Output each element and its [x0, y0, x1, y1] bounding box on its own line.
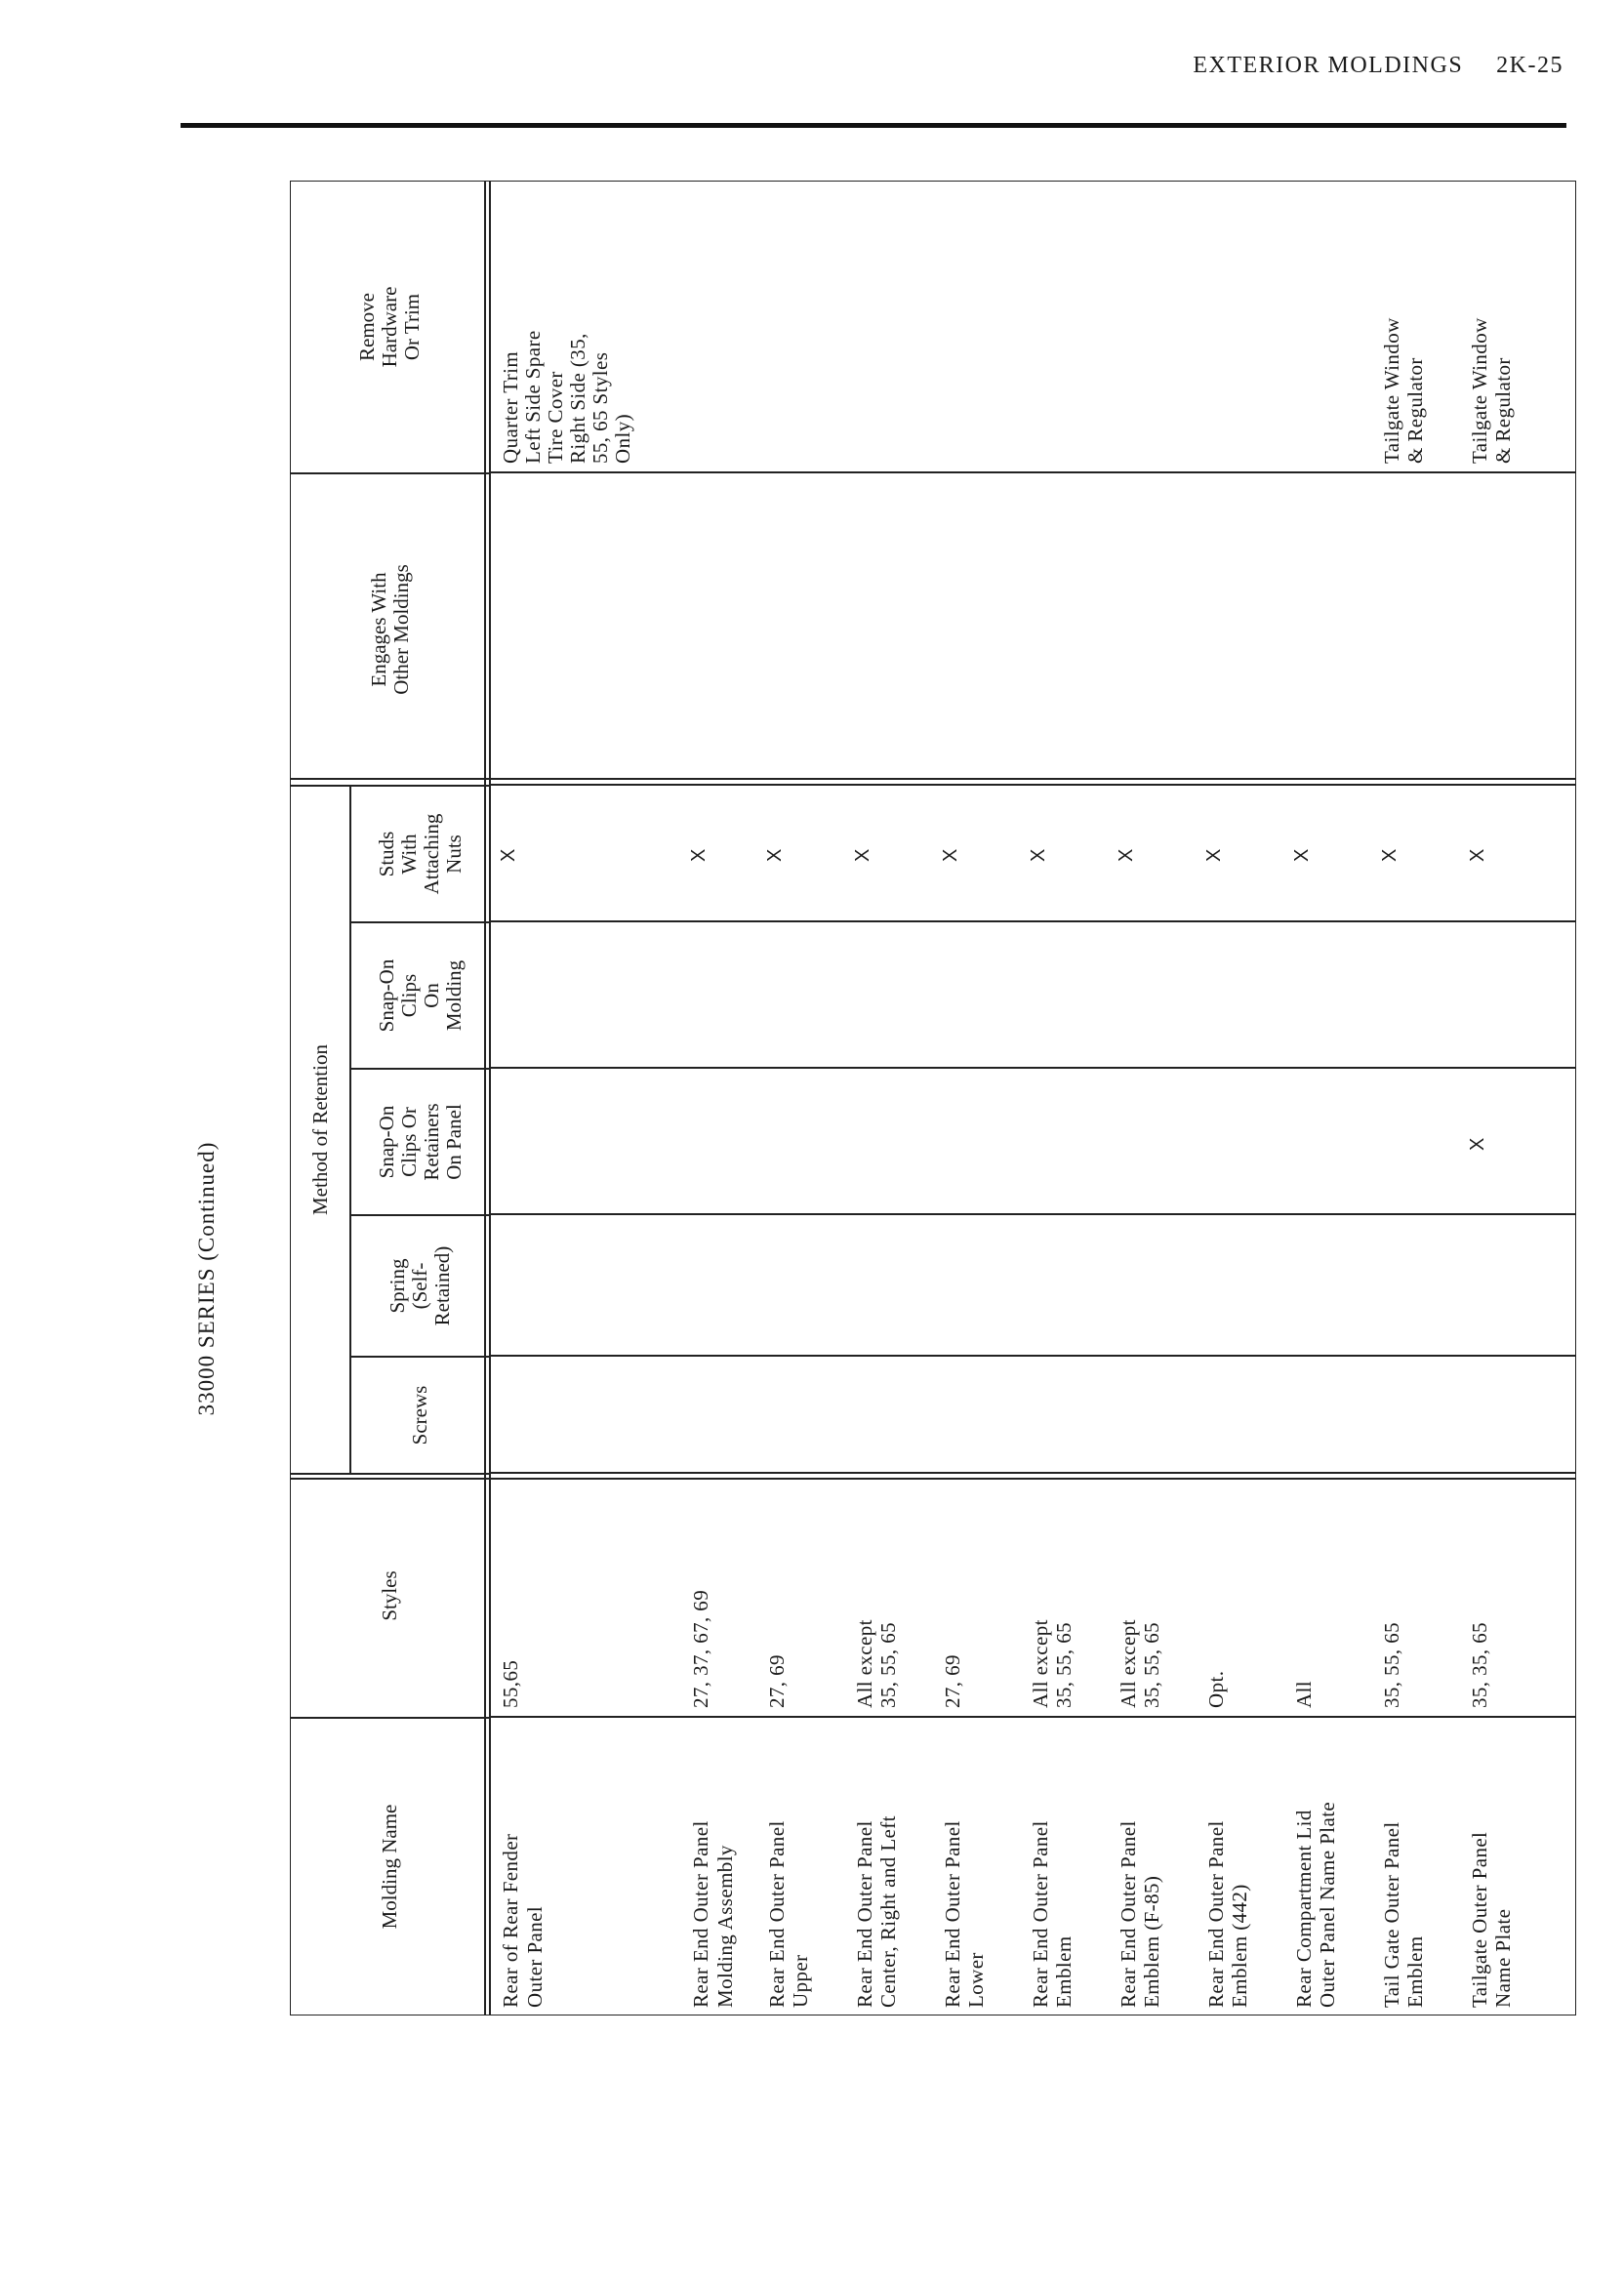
studs-mark: X	[940, 848, 961, 862]
col-label-line: Retainers	[419, 1103, 443, 1181]
col-label-line: Studs	[374, 831, 398, 877]
styles-line: 27, 69	[941, 1654, 964, 1708]
styles-line: All	[1292, 1680, 1316, 1708]
remove-line: Tire Cover	[544, 371, 567, 464]
col-header-screws	[350, 1357, 490, 1474]
col-divider	[490, 1068, 1576, 1070]
col-header-remove	[290, 181, 490, 473]
styles-line: 35, 55, 65	[1140, 1622, 1163, 1708]
molding-name-line: Rear Compartment Lid	[1292, 1810, 1316, 2008]
col-label-line: Remove	[355, 293, 379, 361]
col-divider	[490, 1356, 1576, 1358]
studs-mark: X	[764, 848, 786, 862]
page-number: 2K-25	[1496, 53, 1563, 78]
molding-name-line: Rear End Outer Panel	[765, 1820, 789, 2008]
col-label-line: On Panel	[441, 1104, 466, 1180]
remove-line: & Regulator	[1403, 357, 1427, 464]
molding-name-line: Lower	[964, 1952, 988, 2008]
col-label-line: Or Trim	[400, 293, 424, 361]
series-title-wrap	[194, 1141, 226, 1416]
studs-mark: X	[498, 848, 519, 862]
col-header-method-of-retention	[290, 786, 350, 1474]
molding-name-line: Emblem (442)	[1228, 1884, 1251, 2008]
molding-name-line: Rear End Outer Panel	[1116, 1820, 1140, 2008]
molding-name-line: Rear End Outer Panel	[941, 1820, 964, 2008]
col-label-line: Clips	[396, 973, 421, 1018]
col-label-line: Nuts	[441, 835, 466, 874]
molding-name-line: Name Plate	[1491, 1908, 1515, 2008]
studs-mark: X	[1467, 848, 1488, 862]
col-header-spring	[350, 1215, 490, 1357]
col-label-line: Snap-On	[374, 1105, 398, 1179]
col-divider	[490, 1717, 1576, 1719]
col-label: Method of Retention	[307, 1044, 332, 1215]
molding-name-line: Rear of Rear Fender	[499, 1833, 522, 2008]
col-label-line: Snap-On	[374, 958, 398, 1033]
retention-table	[290, 181, 1576, 2015]
col-label-line: Spring	[386, 1258, 409, 1314]
col-label-line: Other Moldings	[388, 564, 413, 695]
remove-line: Tailgate Window	[1468, 317, 1491, 464]
col-label-line: Engages With	[366, 572, 390, 687]
molding-name-line: Rear End Outer Panel	[1204, 1820, 1228, 2008]
col-label: Molding Name	[378, 1804, 401, 1930]
studs-mark: X	[1203, 848, 1225, 862]
styles-line: Opt.	[1204, 1670, 1228, 1708]
styles-line: All except	[1029, 1619, 1052, 1708]
col-divider	[490, 921, 1576, 923]
col-header-studs	[350, 786, 490, 922]
col-label-line: Hardware	[378, 286, 401, 368]
molding-name-line: Outer Panel	[523, 1905, 547, 2008]
molding-name-line: Emblem	[1052, 1935, 1076, 2008]
series-title: 33000 SERIES (Continued)	[194, 1141, 219, 1416]
col-divider	[490, 785, 1576, 787]
molding-name-line: Center, Right and Left	[876, 1815, 900, 2008]
col-header-molding-name	[290, 1718, 490, 2015]
col-label-line: Attaching	[419, 813, 443, 895]
molding-name-line: Outer Panel Name Plate	[1316, 1801, 1339, 2008]
molding-name-line: Emblem (F-85)	[1140, 1875, 1163, 2008]
col-header-engages	[290, 473, 490, 786]
remove-line: Tailgate Window	[1380, 317, 1403, 464]
styles-line: All except	[853, 1619, 876, 1708]
molding-name-line: Rear End Outer Panel	[689, 1820, 712, 2008]
remove-line: Quarter Trim	[499, 350, 522, 464]
styles-line: 35, 55, 65	[1052, 1622, 1076, 1708]
col-header-snap-on-panel	[350, 1069, 490, 1215]
styles-line: 35, 55, 65	[876, 1622, 900, 1708]
studs-mark: X	[1028, 848, 1049, 862]
header-rule	[181, 123, 1566, 128]
page-header	[1193, 53, 1563, 79]
header-title: EXTERIOR MOLDINGS	[1193, 53, 1464, 78]
styles-line: 35, 35, 65	[1468, 1622, 1491, 1708]
col-label-line: On	[419, 983, 443, 1008]
styles-line: 55,65	[499, 1659, 522, 1708]
molding-name-line: Emblem	[1403, 1935, 1427, 2008]
col-divider	[490, 472, 1576, 474]
col-label-line: Retained)	[430, 1245, 454, 1326]
molding-name-line: Molding Assembly	[713, 1845, 737, 2008]
col-divider	[490, 1473, 1576, 1475]
col-label-line: Clips Or	[396, 1107, 421, 1177]
studs-mark: X	[1379, 848, 1401, 862]
molding-name-line: Upper	[789, 1954, 812, 2008]
double-rule	[290, 1479, 1576, 1481]
studs-mark: X	[1116, 848, 1137, 862]
col-header-styles	[290, 1474, 490, 1718]
col-divider	[490, 1214, 1576, 1216]
molding-name-line: Tailgate Outer Panel	[1468, 1831, 1491, 2008]
styles-line: 27, 69	[765, 1654, 789, 1708]
col-label-line: (Self-	[408, 1262, 431, 1310]
remove-line: 55, 65 Styles	[589, 351, 612, 464]
studs-mark: X	[688, 848, 710, 862]
snap-panel-mark: X	[1467, 1137, 1488, 1151]
remove-line: Only)	[611, 414, 634, 464]
table-stage	[290, 181, 1576, 2015]
col-label-line: With	[396, 834, 421, 875]
col-label-line: Molding	[441, 959, 466, 1032]
col-label: Screws	[408, 1385, 431, 1445]
col-header-snap-on-molding	[350, 922, 490, 1069]
double-rule	[484, 181, 486, 2015]
studs-mark: X	[852, 848, 873, 862]
molding-name-line: Tail Gate Outer Panel	[1380, 1821, 1403, 2008]
molding-name-line: Rear End Outer Panel	[853, 1820, 876, 2008]
remove-line: Right Side (35,	[566, 333, 589, 464]
styles-line: 35, 55, 65	[1380, 1622, 1403, 1708]
studs-mark: X	[1291, 848, 1313, 862]
remove-line: Left Side Spare	[521, 330, 545, 464]
double-rule	[290, 779, 1576, 781]
styles-line: All except	[1116, 1619, 1140, 1708]
styles-line: 27, 37, 67, 69	[689, 1589, 712, 1708]
remove-line: & Regulator	[1491, 357, 1515, 464]
molding-name-line: Rear End Outer Panel	[1029, 1820, 1052, 2008]
col-label: Styles	[378, 1570, 401, 1621]
